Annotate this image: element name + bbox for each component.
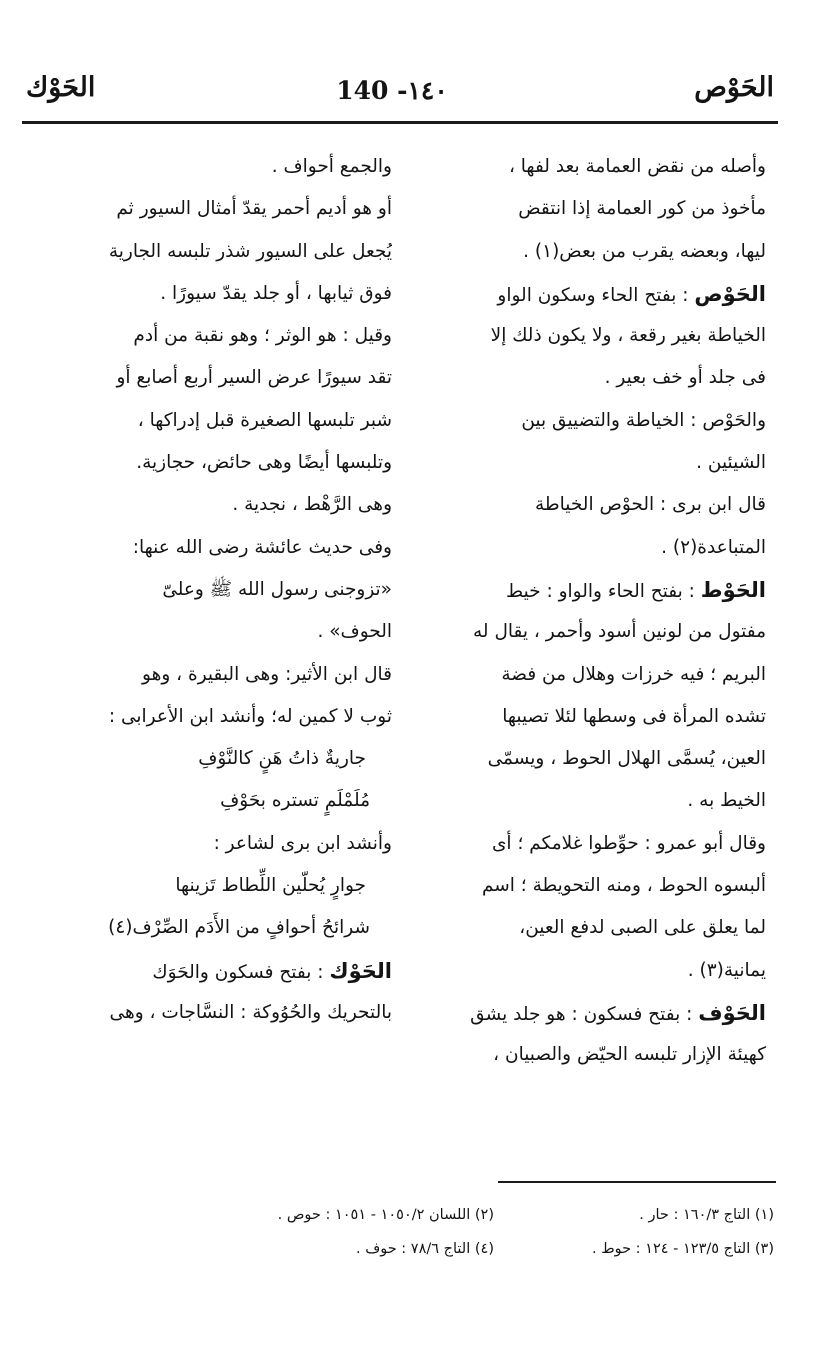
header-left-word: الحَوْك bbox=[26, 72, 96, 103]
text-line bbox=[418, 950, 766, 992]
line-text: قال ابن الأثير: وهى البقيرة ، وهو bbox=[142, 663, 392, 685]
line-text: فى جلد أو خف بعير . bbox=[604, 367, 766, 389]
text-line bbox=[418, 146, 766, 188]
text-line bbox=[36, 273, 392, 315]
right-text-column bbox=[418, 146, 766, 1077]
text-line bbox=[418, 400, 766, 442]
line-text: وأنشد ابن برى لشاعر : bbox=[213, 832, 392, 854]
entry-headword: الحَوْص bbox=[694, 281, 766, 306]
line-text: والجمع أحواف . bbox=[271, 156, 392, 177]
page-header bbox=[22, 68, 774, 120]
line-text: مُلَمْلَمٍ تستره بحَوْفِ bbox=[220, 790, 370, 812]
line-text: الخياطة بغير رقعة ، ولا يكون ذلك إلا bbox=[490, 325, 766, 347]
line-text: تشده المرأة فى وسطها لئلا تصيبها bbox=[502, 705, 766, 727]
text-line bbox=[418, 357, 766, 399]
text-line bbox=[418, 569, 766, 611]
text-line bbox=[418, 865, 766, 907]
text-line bbox=[36, 357, 392, 399]
text-line bbox=[36, 400, 392, 442]
line-text: تقد سيورًا عرض السير أربع أصابع أو bbox=[116, 367, 392, 389]
footnote: (١) التاج ١٦٠/٣ : حار . bbox=[639, 1207, 774, 1223]
page-number: 140 -١٤٠ bbox=[336, 76, 448, 105]
line-text: والحَوْص : الخياطة والتضييق بين bbox=[521, 409, 766, 431]
text-line bbox=[418, 780, 766, 822]
line-text: قال ابن برى : الحوْص الخياطة bbox=[535, 494, 766, 516]
entry-headword: الحَوْف bbox=[698, 1000, 766, 1025]
text-line bbox=[36, 569, 392, 611]
text-line bbox=[36, 696, 392, 738]
text-line bbox=[36, 527, 392, 569]
line-text: جاريةٌ ذاتُ هَنٍ كالنَّوْفِ bbox=[198, 748, 366, 770]
text-line bbox=[36, 188, 392, 230]
footnote-row bbox=[214, 1198, 774, 1232]
text-line bbox=[418, 484, 766, 526]
footnote-divider bbox=[498, 1181, 776, 1183]
text-line bbox=[418, 823, 766, 865]
text-line bbox=[36, 611, 392, 653]
text-line bbox=[418, 1034, 766, 1076]
line-text: وفى حديث عائشة رضى الله عنها: bbox=[132, 536, 392, 558]
header-right-word: الحَوْص bbox=[694, 72, 774, 103]
text-line bbox=[418, 527, 766, 569]
line-text: وقيل : هو الوثر ؛ وهو نقبة من أدم bbox=[133, 325, 392, 347]
line-text: : بفتح فسكون والحَوَك bbox=[152, 961, 330, 983]
line-text: وأصله من نقض العمامة بعد لفها ، bbox=[508, 156, 766, 177]
text-line bbox=[418, 992, 766, 1034]
text-line bbox=[36, 992, 392, 1034]
line-text: الخيط به . bbox=[687, 790, 766, 812]
text-line bbox=[418, 696, 766, 738]
footnote-row bbox=[214, 1232, 774, 1266]
text-line bbox=[418, 738, 766, 780]
line-text: يمانية(٣) . bbox=[687, 959, 766, 981]
header-divider bbox=[22, 121, 778, 124]
line-text: أو هو أديم أحمر يقدّ أمثال السيور ثم bbox=[116, 198, 392, 220]
line-text: : بفتح فسكون : هو جلد يشق bbox=[470, 1003, 699, 1025]
entry-headword: الحَوْط bbox=[700, 577, 766, 602]
text-line bbox=[36, 738, 392, 780]
line-text: مأخوذ من كور العمامة إذا انتقض bbox=[518, 198, 766, 220]
text-line bbox=[36, 907, 392, 949]
line-text: بالتحريك والحُوُوكة : النسَّاجات ، وهى bbox=[109, 1001, 392, 1023]
text-line bbox=[418, 315, 766, 357]
text-line bbox=[36, 950, 392, 992]
text-line bbox=[418, 188, 766, 230]
footnotes-section bbox=[214, 1198, 774, 1266]
text-line bbox=[36, 780, 392, 822]
text-line bbox=[36, 484, 392, 526]
line-text: وهى الرَّهْط ، نجدية . bbox=[232, 494, 392, 516]
text-line bbox=[418, 654, 766, 696]
footnote: (٤) التاج ٧٨/٦ : حوف . bbox=[355, 1241, 494, 1257]
text-line bbox=[36, 654, 392, 696]
line-text: فوق ثيابها ، أو جلد يقدّ سيورًا . bbox=[160, 282, 392, 304]
text-line bbox=[36, 231, 392, 273]
text-line bbox=[36, 315, 392, 357]
footnote: (٢) اللسان ١٠٥٠/٢ - ١٠٥١ : حوص . bbox=[277, 1207, 494, 1223]
line-text: وقال أبو عمرو : حوِّطوا غلامكم ؛ أى bbox=[491, 832, 766, 854]
entry-headword: الحَوْك bbox=[329, 958, 392, 983]
line-text: مفتول من لونين أسود وأحمر ، يقال له bbox=[473, 621, 766, 643]
text-line bbox=[36, 823, 392, 865]
line-text: شرائحُ أحوافٍ من الأَدَم الصِّرْف(٤) bbox=[108, 917, 370, 939]
text-line bbox=[418, 273, 766, 315]
line-text: كهيئة الإزار تلبسه الحيّض والصبيان ، bbox=[493, 1044, 766, 1066]
text-line bbox=[418, 611, 766, 653]
line-text: ثوب لا كمين له؛ وأنشد ابن الأعرابى : bbox=[108, 705, 392, 727]
line-text: : بفتح الحاء والواو : خيط bbox=[506, 580, 701, 602]
left-text-column bbox=[36, 146, 392, 1034]
footnote: (٣) التاج ١٢٣/٥ - ١٢٤ : حوط . bbox=[591, 1241, 774, 1257]
line-text: «تزوجنى رسول الله ﷺ وعلىّ bbox=[162, 578, 392, 600]
line-text: شبر تلبسها الصغيرة قبل إدراكها ، bbox=[137, 409, 392, 431]
text-line bbox=[418, 231, 766, 273]
text-line bbox=[36, 146, 392, 188]
line-text: ليها، وبعضه يقرب من بعض(١) . bbox=[523, 240, 766, 262]
text-line bbox=[36, 865, 392, 907]
line-text: البريم ؛ فيه خرزات وهلال من فضة bbox=[501, 663, 766, 685]
line-text: العين، يُسمَّى الهلال الحوط ، ويسمّى bbox=[487, 748, 766, 770]
line-text: وتلبسها أيضًا وهى حائض، حجازية. bbox=[136, 452, 392, 474]
line-text: لما يعلق على الصبى لدفع العين، bbox=[519, 917, 766, 939]
text-line bbox=[418, 907, 766, 949]
line-text: المتباعدة(٢) . bbox=[661, 536, 766, 558]
line-text: يُجعل على السيور شذر تلبسه الجارية bbox=[108, 240, 392, 262]
text-line bbox=[418, 442, 766, 484]
line-text: الشيئين . bbox=[696, 452, 766, 474]
line-text: جوارٍ يُحلّين اللِّطاط تَزينها bbox=[175, 875, 366, 897]
text-line bbox=[36, 442, 392, 484]
line-text: ألبسوه الحوط ، ومنه التحويطة ؛ اسم bbox=[481, 875, 766, 897]
line-text: : بفتح الحاء وسكون الواو bbox=[497, 284, 695, 306]
line-text: الحوف» . bbox=[317, 621, 392, 643]
